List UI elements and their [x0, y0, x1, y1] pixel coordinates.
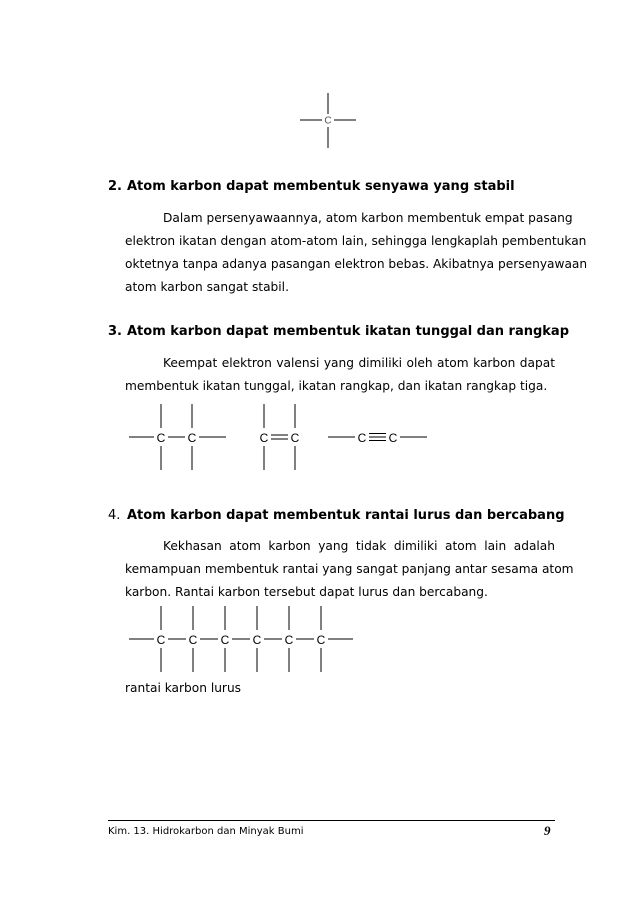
carbon-atom-label: C: [284, 633, 294, 647]
carbon-atom-label: C: [187, 431, 197, 445]
section-4-heading: [108, 508, 565, 523]
paragraph-line: Dalam persenyawaannya, atom karbon membentuk empat pasang: [163, 211, 573, 225]
footer-divider: [108, 820, 555, 821]
footer-title: Kim. 13. Hidrokarbon dan Minyak Bumi: [108, 826, 304, 837]
section-4-paragraph: [125, 535, 574, 604]
page-number: 9: [544, 823, 551, 838]
paragraph-line: Keempat elektron valensi yang dimiliki oleh atom karbon dapat: [163, 356, 555, 370]
section-2-paragraph: [125, 207, 588, 299]
single-bond-diagram: [125, 404, 230, 470]
section-3-number: 3.: [108, 324, 122, 339]
paragraph-line: atom karbon sangat stabil.: [125, 280, 289, 294]
carbon-atom-label: C: [357, 431, 367, 445]
chain-caption: rantai karbon lurus: [125, 681, 242, 695]
section-3-title: Atom karbon dapat membentuk ikatan tunggal dan rangkap: [127, 324, 570, 339]
paragraph-line: oktetnya tanpa adanya pasangan elektron bebas. Akibatnya persenyawaan: [125, 257, 588, 271]
carbon-atom-label: C: [156, 431, 166, 445]
carbon-atom-label: C: [290, 431, 300, 445]
carbon-atom-label: C: [259, 431, 269, 445]
carbon-atom-label: C: [220, 633, 230, 647]
section-3-paragraph: [125, 352, 555, 398]
carbon-atom-label: C: [388, 431, 398, 445]
carbon-tetravalent-diagram: [300, 93, 356, 149]
carbon-atom-label: C: [188, 633, 198, 647]
section-2-number: 2.: [108, 179, 122, 194]
paragraph-line: karbon. Rantai karbon tersebut dapat lurus dan bercabang.: [125, 585, 488, 599]
carbon-atom-label: C: [324, 115, 332, 127]
triple-bond-diagram: [326, 426, 430, 448]
straight-chain-diagram: [125, 606, 360, 672]
paragraph-line: Kekhasan atom karbon yang tidak dimiliki atom lain adalah: [163, 539, 555, 553]
carbon-atom-label: C: [252, 633, 262, 647]
section-4-title: Atom karbon dapat membentuk rantai lurus dan bercabang: [127, 508, 565, 523]
section-2-title: Atom karbon dapat membentuk senyawa yang stabil: [127, 179, 515, 194]
paragraph-line: elektron ikatan dengan atom-atom lain, sehingga lengkaplah pembentukan: [125, 234, 587, 248]
section-2-heading: [108, 179, 515, 194]
carbon-atom-label: C: [156, 633, 166, 647]
paragraph-line: kemampuan membentuk rantai yang sangat panjang antar sesama atom: [125, 562, 574, 576]
section-4-number: 4.: [108, 508, 121, 523]
section-3-heading: [108, 324, 569, 339]
double-bond-diagram: [250, 404, 305, 470]
carbon-atom-label: C: [316, 633, 326, 647]
paragraph-line: membentuk ikatan tunggal, ikatan rangkap, dan ikatan rangkap tiga.: [125, 379, 548, 393]
